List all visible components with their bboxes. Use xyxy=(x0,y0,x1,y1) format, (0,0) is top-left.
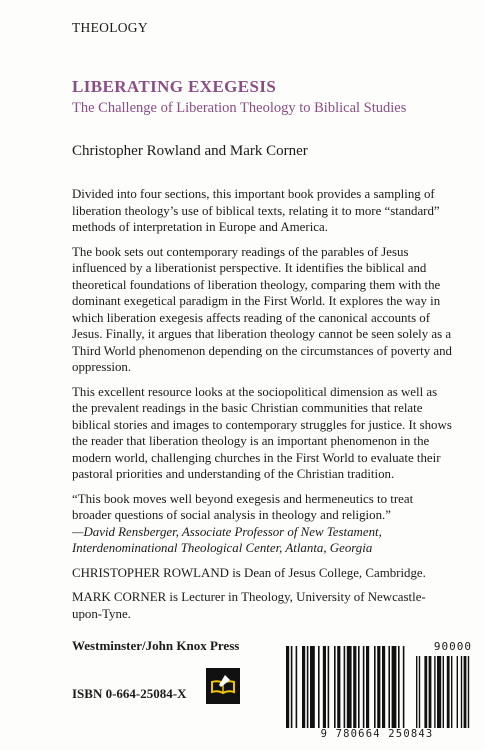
isbn: ISBN 0-664-25084-X xyxy=(72,686,187,701)
barcode-bar xyxy=(457,656,458,730)
barcode-bars xyxy=(286,646,472,730)
author-bio: CHRISTOPHER ROWLAND is Dean of Jesus College, Cambridge. xyxy=(72,565,426,580)
barcode-bar xyxy=(443,656,444,730)
book-title: LIBERATING EXEGESIS xyxy=(72,77,277,96)
barcode-bar xyxy=(318,646,320,730)
barcode-bar xyxy=(286,646,289,730)
barcode-bar xyxy=(437,656,441,730)
publisher-name: Westminster/John Knox Press xyxy=(72,638,240,653)
description-body xyxy=(72,186,452,630)
barcode-bar xyxy=(353,646,356,730)
author-bio: MARK CORNER is Lecturer in Theology, University of Newcastle-upon-Tyne. xyxy=(72,590,426,621)
barcode-bar xyxy=(334,646,336,730)
barcode-bar xyxy=(323,646,326,730)
barcode-bar xyxy=(337,646,340,730)
barcode-bar xyxy=(296,646,298,730)
barcode-bar xyxy=(377,646,380,730)
barcode-bar xyxy=(447,656,450,730)
description-paragraph: This excellent resource looks at the sociopolitical dimension as well as the prevalent readings in the basic Christian communities that relate biblical stories and images to contemporary struggles for justice. It shows the reader that liberation theology is an important phenomenon in the modern world, challenging churches in the First World to evaluate their pastoral priorities and understanding of the Christian tradition. xyxy=(72,384,452,481)
quote-attribution: —David Rensberger, Associate Professor of New Testament, Interdenominational Theological Center, Atlanta, Georgia xyxy=(72,524,382,555)
quote-text: “This book moves well beyond exegesis and hermeneutics to treat broader questions of social analysis in theology and religion.” xyxy=(72,491,414,522)
barcode-bar xyxy=(451,656,452,730)
barcode-bar xyxy=(416,656,417,730)
book-subtitle: The Challenge of Liberation Theology to Biblical Studies xyxy=(72,100,407,116)
barcode-bar xyxy=(310,646,315,730)
barcode-bar xyxy=(464,656,467,730)
barcode-bar xyxy=(366,646,369,730)
barcode-bar xyxy=(403,646,405,730)
barcode-bar xyxy=(328,646,330,730)
price-code: 90000 xyxy=(433,640,472,653)
description-paragraph: The book sets out contemporary readings of the parables of Jesus influenced by a liberationist perspective. It identifies the biblical and theoretical foundations of liberation theology, comparing them with the dominant exegetical paradigm in the First World. It explores the way in which liberation exegesis affects reading of the canonical accounts of Jesus. Finally, it argues that liberation theology cannot be seen solely as a Third World phenomenon depending on the circumstances of poverty and oppression. xyxy=(72,244,452,374)
endorsement-quote xyxy=(72,491,452,557)
barcode-bar xyxy=(424,656,427,730)
barcode-bar xyxy=(344,646,346,730)
barcode-bar xyxy=(429,656,432,730)
barcode-bar xyxy=(398,646,400,730)
barcode-bar xyxy=(388,646,390,730)
barcode-number: 9 780664 250843 xyxy=(282,728,472,740)
book-authors: Christopher Rowland and Mark Corner xyxy=(72,143,308,159)
barcode-bar xyxy=(363,646,365,730)
barcode-bar xyxy=(434,656,435,730)
barcode-bar xyxy=(358,646,360,730)
category-label: THEOLOGY xyxy=(72,20,148,35)
barcode-bar xyxy=(468,656,469,730)
barcode-bar xyxy=(347,646,352,730)
barcode-bar xyxy=(302,646,305,730)
open-book-with-pen-logo xyxy=(206,668,240,704)
barcode-bar xyxy=(419,656,420,730)
barcode-bar xyxy=(291,646,293,730)
barcode xyxy=(282,640,472,740)
barcode-bar xyxy=(382,646,385,730)
barcode-bar xyxy=(374,646,376,730)
barcode-bar xyxy=(461,656,462,730)
barcode-bar xyxy=(307,646,309,730)
description-paragraph: Divided into four sections, this important book provides a sampling of liberation theology’s use of biblical texts, relating it to more “standard” methods of interpretation in Europe and America. xyxy=(72,187,440,234)
barcode-bar xyxy=(392,646,397,730)
